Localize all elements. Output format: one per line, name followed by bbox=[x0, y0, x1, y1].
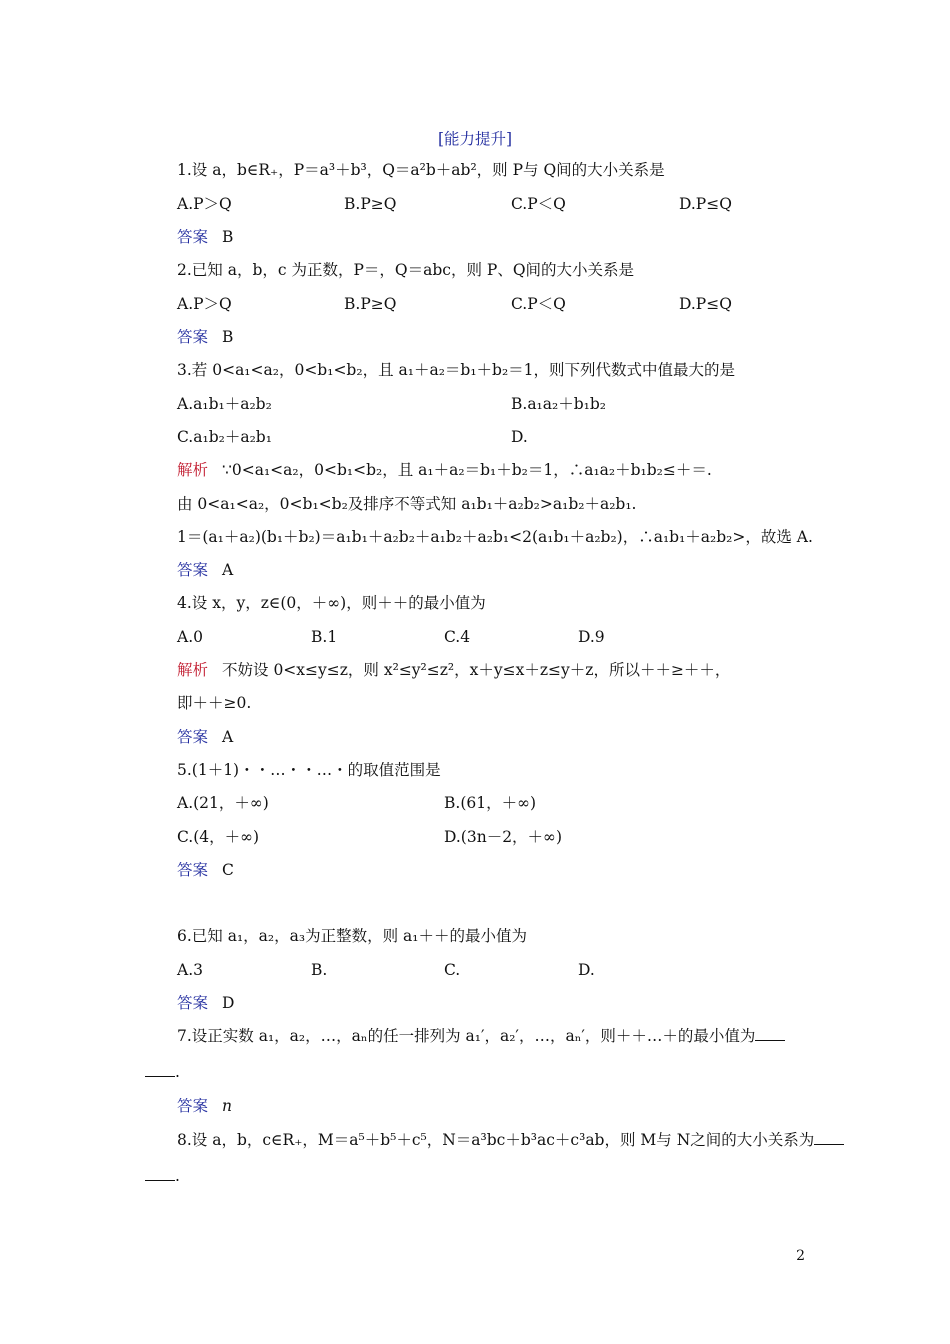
q2-option-c: C.P＜Q bbox=[511, 295, 566, 313]
q2-option-b: B.P≥Q bbox=[344, 295, 397, 313]
q7-blank-2 bbox=[145, 1062, 175, 1077]
q6-answer bbox=[177, 993, 234, 1013]
q5-stem: 5.(1＋1)・・…・・…・的取值范围是 bbox=[177, 761, 441, 779]
q4-answer bbox=[177, 727, 233, 747]
answer-label: 答案 bbox=[177, 328, 209, 346]
q1-option-d: D.P≤Q bbox=[679, 195, 732, 213]
q3-answer bbox=[177, 560, 233, 580]
q8-stem-text: 8.设 a，b，c∈R₊，M＝a⁵＋b⁵＋c⁵，N＝a³bc＋b³ac＋c³ab，则 M与 N之间的大小关系为 bbox=[177, 1131, 815, 1149]
q5-option-d: D.(3n－2，＋∞) bbox=[444, 828, 563, 846]
q4-analysis-2: 即＋＋≥0. bbox=[177, 694, 252, 712]
q2-stem: 2.已知 a，b，c 为正数，P＝，Q＝abc，则 P、Q间的大小关系是 bbox=[177, 261, 635, 279]
q3-analysis-1 bbox=[177, 460, 712, 480]
q6-option-b: B. bbox=[311, 961, 328, 979]
q7-blank-continued bbox=[145, 1062, 180, 1082]
q1-option-a: A.P＞Q bbox=[177, 195, 232, 213]
q3-stem: 3.若 0<a₁<a₂，0<b₁<b₂，且 a₁＋a₂＝b₁＋b₂＝1，则下列代数式中值最大的是 bbox=[177, 361, 736, 379]
q8-blank bbox=[814, 1130, 844, 1145]
q6-stem: 6.已知 a₁，a₂，a₃为正整数，则 a₁＋＋的最小值为 bbox=[177, 927, 527, 945]
answer-label: 答案 bbox=[177, 728, 209, 746]
q7-tail: . bbox=[175, 1063, 180, 1081]
q7-stem-text: 7.设正实数 a₁，a₂，…，aₙ的任一排列为 a₁′，a₂′，…，aₙ′，则＋＋…＋的最小值为 bbox=[177, 1027, 756, 1045]
q8-blank-2 bbox=[145, 1166, 175, 1181]
answer-label: 答案 bbox=[177, 861, 209, 879]
q3-analysis-2: 由 0<a₁<a₂，0<b₁<b₂及排序不等式知 a₁b₁＋a₂b₂>a₁b₂＋a₂b₁. bbox=[177, 495, 637, 513]
q3-option-d: D. bbox=[511, 428, 528, 446]
q7-stem bbox=[177, 1026, 785, 1046]
page-number: 2 bbox=[796, 1248, 805, 1264]
answer-label: 答案 bbox=[177, 994, 209, 1012]
answer-label: 答案 bbox=[177, 1097, 209, 1115]
analysis-label: 解析 bbox=[177, 661, 209, 679]
q8-tail: . bbox=[175, 1167, 180, 1185]
q4-analysis-text-1: 不妨设 0<x≤y≤z，则 x²≤y²≤z²，x＋y≤x＋z≤y＋z，所以＋＋≥＋＋， bbox=[222, 661, 731, 679]
q3-analysis-3: 1＝(a₁＋a₂)(b₁＋b₂)＝a₁b₁＋a₂b₂＋a₁b₂＋a₂b₁<2(a₁b₁＋a₂b₂)，∴a₁b₁＋a₂b₂>，故选 A. bbox=[177, 528, 813, 546]
q4-option-a: A.0 bbox=[177, 628, 203, 646]
q8-blank-continued bbox=[145, 1166, 180, 1186]
q8-stem bbox=[177, 1130, 844, 1150]
q7-blank bbox=[755, 1026, 785, 1041]
q6-option-d: D. bbox=[578, 961, 595, 979]
q3-analysis-text-1: ∵0<a₁<a₂，0<b₁<b₂，且 a₁＋a₂＝b₁＋b₂＝1，∴a₁a₂＋b₁b₂≤＋＝. bbox=[222, 461, 712, 479]
q4-stem: 4.设 x，y，z∈(0，＋∞)，则＋＋的最小值为 bbox=[177, 594, 486, 612]
q6-option-c: C. bbox=[444, 961, 461, 979]
q1-answer bbox=[177, 227, 233, 247]
q3-option-b: B.a₁a₂＋b₁b₂ bbox=[511, 395, 606, 413]
q2-option-d: D.P≤Q bbox=[679, 295, 732, 313]
q7-answer bbox=[177, 1096, 232, 1116]
q1-option-c: C.P＜Q bbox=[511, 195, 566, 213]
answer-label: 答案 bbox=[177, 561, 209, 579]
q4-analysis-1 bbox=[177, 660, 730, 680]
q1-answer-value: B bbox=[222, 228, 234, 246]
q5-option-b: B.(61，＋∞) bbox=[444, 794, 537, 812]
section-title: [能力提升] bbox=[437, 130, 513, 148]
q4-option-b: B.1 bbox=[311, 628, 338, 646]
q1-option-b: B.P≥Q bbox=[344, 195, 397, 213]
q4-option-d: D.9 bbox=[578, 628, 605, 646]
q4-option-c: C.4 bbox=[444, 628, 471, 646]
q1-stem: 1.设 a，b∈R₊，P＝a³＋b³，Q＝a²b＋ab²，则 P与 Q间的大小关系是 bbox=[177, 161, 665, 179]
q2-answer-value: B bbox=[222, 328, 234, 346]
q6-answer-value: D bbox=[222, 994, 235, 1012]
q6-option-a: A.3 bbox=[177, 961, 203, 979]
q7-answer-value: n bbox=[222, 1097, 232, 1115]
q3-answer-value: A bbox=[222, 561, 234, 579]
q3-option-c: C.a₁b₂＋a₂b₁ bbox=[177, 428, 272, 446]
q5-answer-value: C bbox=[222, 861, 234, 879]
q2-answer bbox=[177, 327, 233, 347]
q3-option-a: A.a₁b₁＋a₂b₂ bbox=[177, 395, 272, 413]
answer-label: 答案 bbox=[177, 228, 209, 246]
q5-option-c: C.(4，＋∞) bbox=[177, 828, 260, 846]
q4-answer-value: A bbox=[222, 728, 234, 746]
q5-answer bbox=[177, 860, 234, 880]
q5-option-a: A.(21，＋∞) bbox=[177, 794, 269, 812]
analysis-label: 解析 bbox=[177, 461, 209, 479]
q2-option-a: A.P＞Q bbox=[177, 295, 232, 313]
